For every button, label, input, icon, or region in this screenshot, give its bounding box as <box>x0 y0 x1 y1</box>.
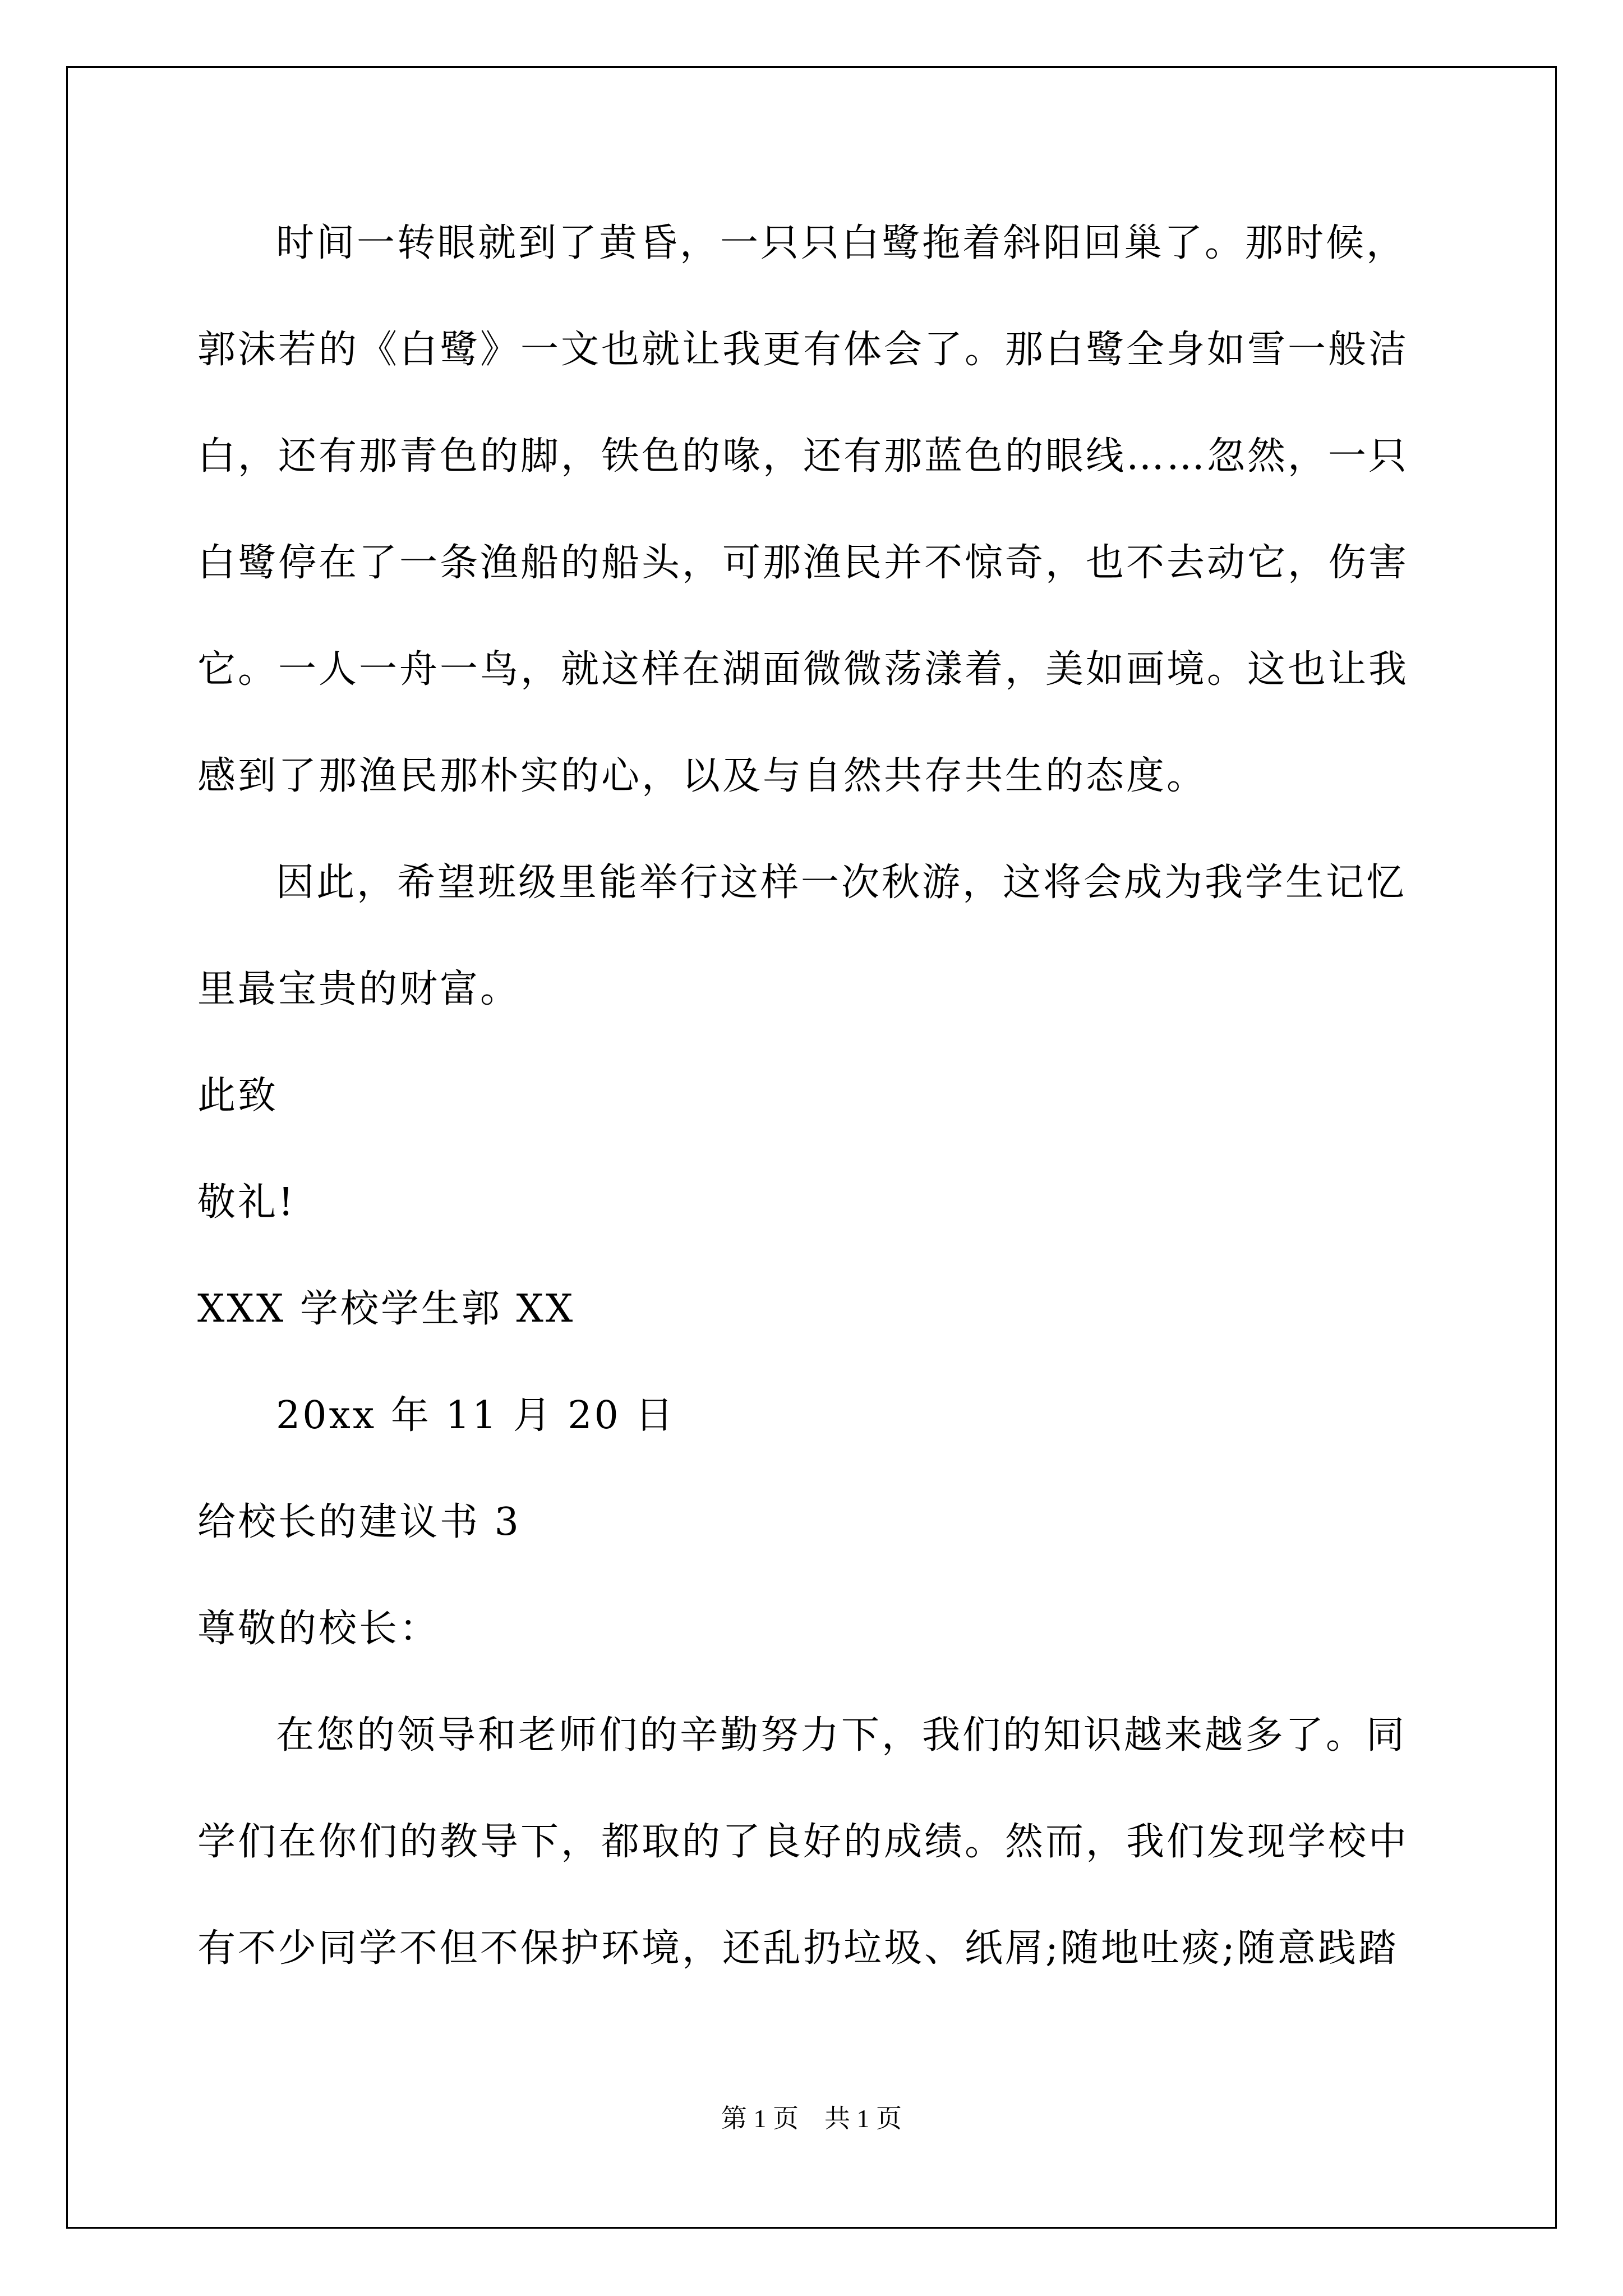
closing-line: 此致 <box>197 1074 279 1118</box>
salutation-line: 敬礼! <box>197 1180 296 1225</box>
paragraph-line: 有不少同学不但不保护环境，还乱扔垃圾、纸屑;随地吐痰;随意践踏 <box>197 1926 1399 1971</box>
paragraph-line: 在您的领导和老师们的辛勤努力下，我们的知识越来越多了。同 <box>276 1713 1407 1757</box>
paragraph-line: 学们在你们的教导下，都取的了良好的成绩。然而，我们发现学校中 <box>197 1820 1409 1864</box>
paragraph-line: 白，还有那青色的脚，铁色的喙，还有那蓝色的眼线……忽然，一只 <box>197 434 1409 478</box>
date-line: 20xx 年 11 月 20 日 <box>276 1393 676 1438</box>
greeting-line: 尊敬的校长： <box>197 1607 440 1651</box>
document-body <box>197 221 1431 2036</box>
paragraph-line: 郭沫若的《白鹭》一文也就让我更有体会了。那白鹭全身如雪一般洁 <box>197 328 1409 372</box>
section-title: 给校长的建议书 3 <box>197 1500 521 1544</box>
paragraph-line: 感到了那渔民那朴实的心，以及与自然共存共生的态度。 <box>197 754 1207 798</box>
paragraph-line: 时间一转眼就到了黄昏，一只只白鹭拖着斜阳回巢了。那时候， <box>276 221 1407 265</box>
paragraph-line: 里最宝贵的财富。 <box>197 967 521 1011</box>
paragraph-line: 白鹭停在了一条渔船的船头，可那渔民并不惊奇，也不去动它，伤害 <box>197 541 1409 585</box>
signature-line: XXX 学校学生郭 XX <box>197 1287 575 1331</box>
paragraph-line: 它。一人一舟一鸟，就这样在湖面微微荡漾着，美如画境。这也让我 <box>197 647 1409 692</box>
paragraph-line: 因此，希望班级里能举行这样一次秋游，这将会成为我学生记忆 <box>276 861 1407 905</box>
page-footer: 第 1 页 共 1 页 <box>721 2104 902 2133</box>
